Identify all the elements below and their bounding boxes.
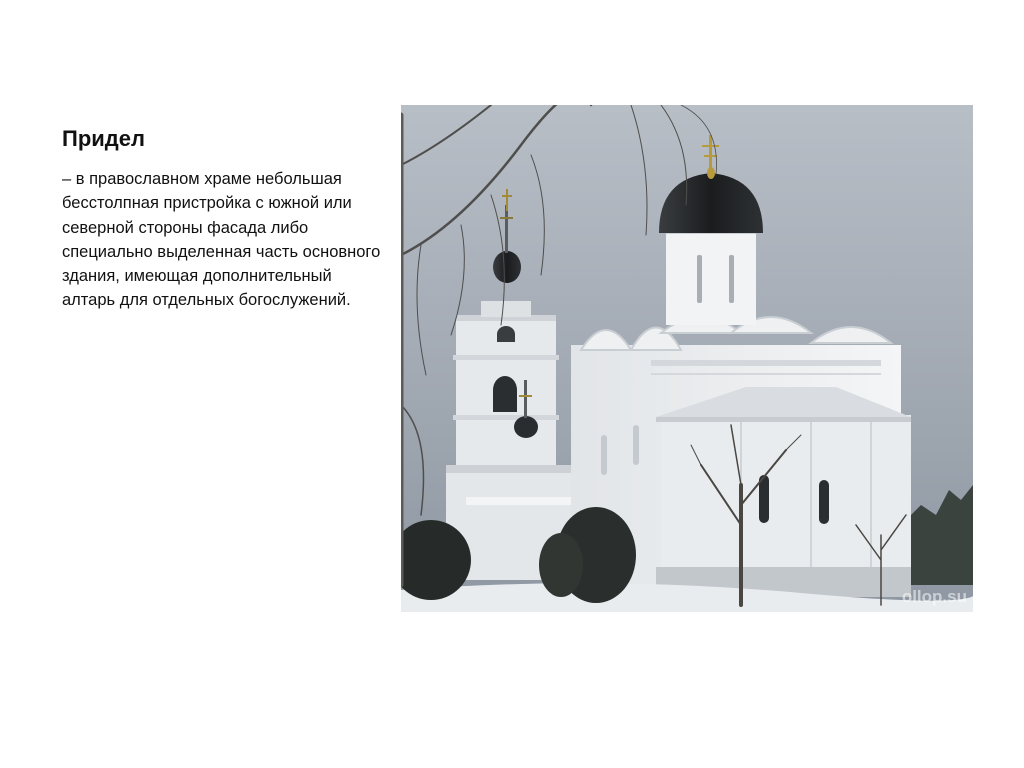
church-photo: [401, 105, 973, 612]
church-illustration: [401, 105, 973, 612]
definition-text: – в православном храме небольшая бесстолпная пристройка с южной или северной стороны фасада либо специально выделенная часть основного здания, имеющая дополнительный алтарь для отдельных богослужений.: [62, 170, 381, 310]
slide-title: Придел: [62, 126, 145, 151]
watermark: ollop.su: [901, 587, 967, 606]
